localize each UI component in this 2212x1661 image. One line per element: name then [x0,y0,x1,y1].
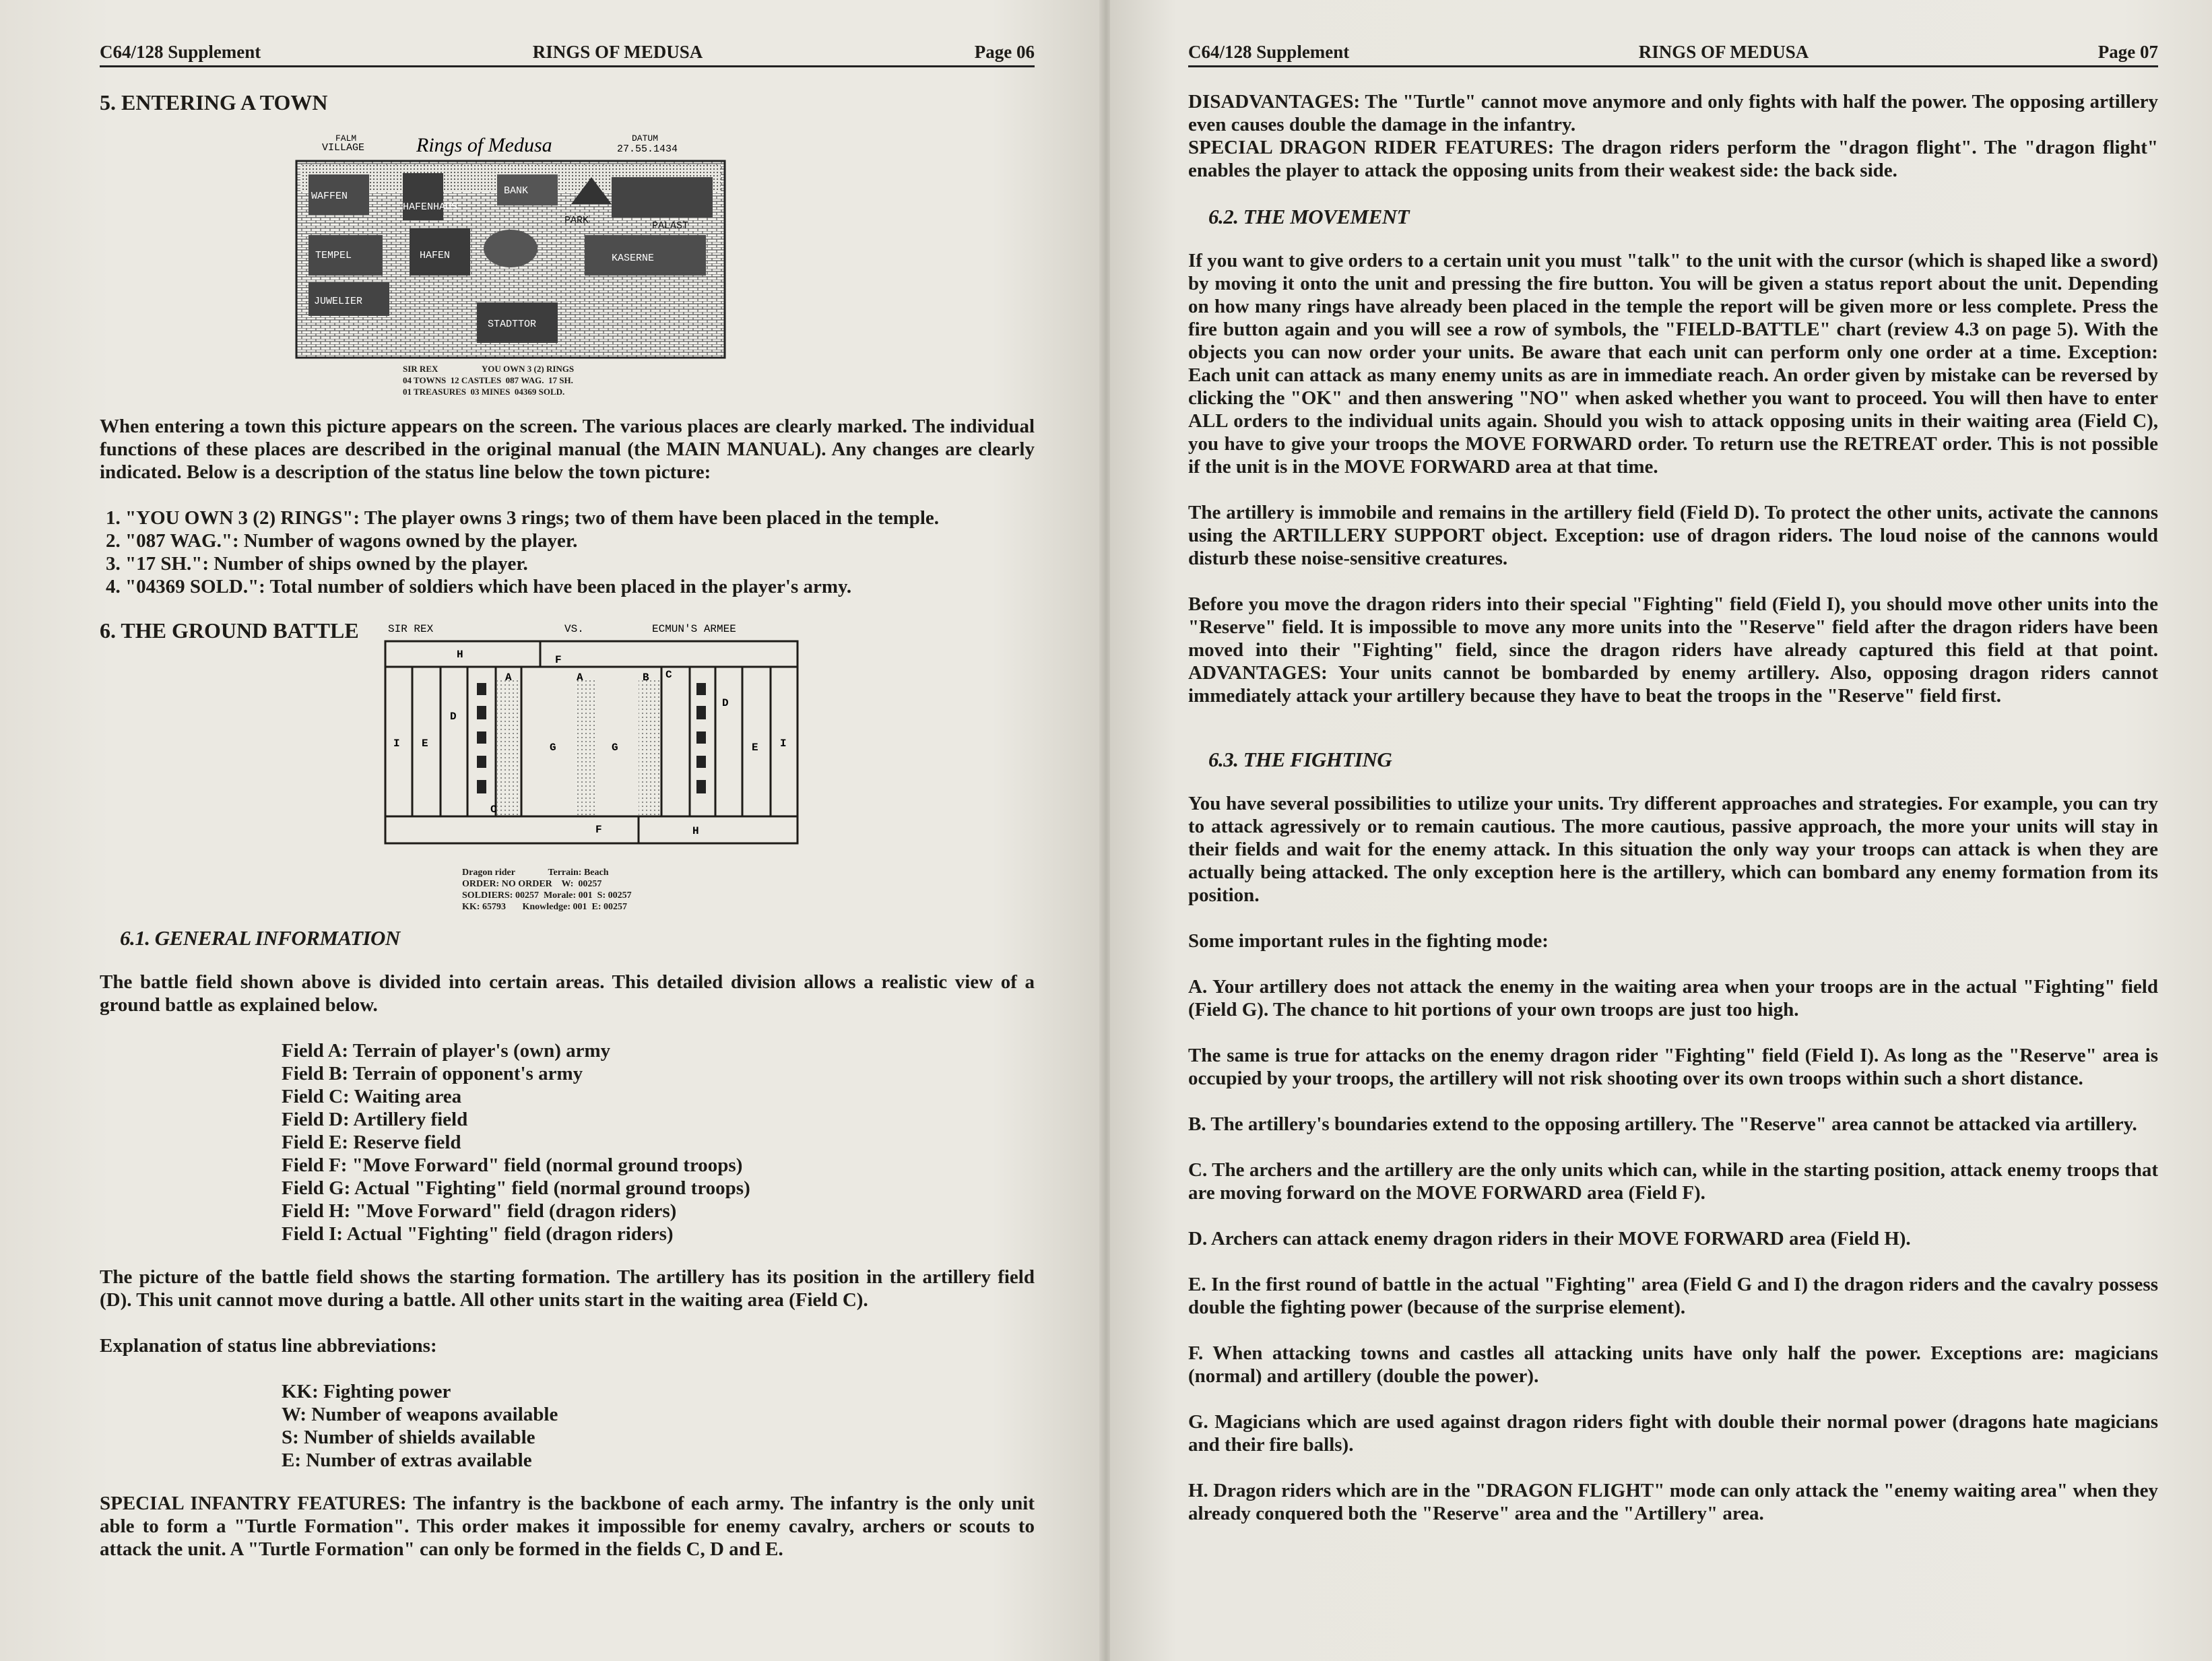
field-label-i-right: I [780,738,787,750]
header-center: RINGS OF MEDUSA [1638,42,1809,62]
place-label: BANK [504,185,529,197]
field-label-c-bottom: C [490,804,497,816]
field-label-a-1: A [505,672,512,684]
subsection-6-1-title: 6.1. GENERAL INFORMATION [120,926,400,950]
spacer [1188,730,2158,748]
status-item: 1. "YOU OWN 3 (2) RINGS": The player owns 3 rings; two of them have been placed in the temple. [125,507,1035,529]
unit-icon [477,706,486,719]
field-label-c-top: C [665,669,672,681]
fighting-rule: H. Dragon riders which are in the "DRAGON FLIGHT" mode can only attack the "enemy waiting area" when they already conquered both the "Reserve" area and the "Artillery" area. [1188,1480,2158,1524]
battle-top-left: SIR REX [388,623,434,635]
building-palast [612,177,713,218]
subsection-6-3-title: 6.3. THE FIGHTING [1208,748,1392,771]
battle-status-caption [462,867,800,913]
building-dome [484,230,538,267]
header-left: C64/128 Supplement [1188,42,1350,62]
field-definition: Field G: Actual "Fighting" field (normal ground troops) [282,1177,750,1199]
field-label-d-right: D [722,697,729,709]
unit-icon [696,731,706,744]
abbreviation-list [282,1380,1035,1472]
status-line-3: 01 TREASURES 03 MINES 04369 SOLD. [403,387,565,397]
dragon-rider-features: SPECIAL DRAGON RIDER FEATURES: The dragon riders perform the "dragon flight". The "dragon flight" enables the player to attack the opposing units from their weakest side: the back side. [1188,137,2158,181]
section-6-title: 6. THE GROUND BATTLE [100,618,359,643]
place-label: PALAST [652,220,689,232]
town-status-line [403,363,726,397]
caption-kk: KK: 65793 Knowledge: 001 E: 00257 [462,902,627,912]
fighting-rule: The same is true for attacks on the enemy dragon rider "Fighting" field (Field I). As long as the "Reserve" area is occupied by your troops, the artillery will not risk shooting over its own troops within such a short distance. [1188,1045,2158,1089]
status-item: 2. "087 WAG.": Number of wagons owned by the player. [125,529,1035,552]
status-player: SIR REX [403,364,438,374]
town-intro: When entering a town this picture appears on the screen. The various places are clearly marked. The individual functions of these places are described in the original manual (the MAIN MANUAL). Any changes are clearly indicated. Below is a description of the status line below the town picture: [100,416,1035,483]
status-line-2: 04 TOWNS 12 CASTLES 087 WAG. 17 SH. [403,375,573,385]
caption-soldiers: SOLDIERS: 00257 Morale: 001 S: 00257 [462,890,632,901]
field-definitions [282,1039,1035,1245]
status-item: 3. "17 SH.": Number of ships owned by the player. [125,552,1035,575]
field-definition: Field C: Waiting area [282,1086,462,1107]
section-5-title: 5. ENTERING A TOWN [100,90,328,115]
abbreviation: KK: Fighting power [282,1381,451,1402]
infantry-features: SPECIAL INFANTRY FEATURES: The infantry is the backbone of each army. The infantry is the only unit able to form a "Turtle Formation". This order makes it impossible for enemy cavalry, archers or scouts to attack the unit. A "Turtle Formation" can only be formed in the fields C, D and E. [100,1493,1035,1560]
field-label-g-2: G [612,742,618,754]
rules-title: Some important rules in the fighting mode: [1188,930,1549,952]
caption-terrain: Terrain: Beach [548,868,609,878]
battle-top-mid: VS. [564,623,584,635]
abbreviation: E: Number of extras available [282,1450,532,1471]
field-definition: Field D: Artillery field [282,1109,468,1130]
battle-field-intro: The battle field shown above is divided into certain areas. This detailed division allows a realistic view of a ground battle as explained below. [100,971,1035,1016]
header-right: Page 07 [2097,42,2158,62]
field-a-own-terrain [497,679,520,815]
field-label-a-2: A [577,672,583,684]
left-running-head [100,42,1035,67]
field-label-f-top: F [555,654,562,666]
unit-icon [477,756,486,768]
unit-icon [696,780,706,793]
field-label-i-left: I [393,738,400,750]
ground-battle-block [100,618,1035,913]
header-center: RINGS OF MEDUSA [532,42,703,62]
field-definition: Field B: Terrain of opponent's army [282,1063,583,1084]
abbreviation: S: Number of shields available [282,1427,535,1448]
status-explanations [100,507,1035,598]
place-label: HAFEN [420,250,451,261]
place-label: PARK [564,215,589,226]
movement-paragraph: Before you move the dragon riders into their special "Fighting" field (Field I), you should move other units into the "Reserve" field. It is impossible to move any more units into the "Reserve" field after the dragon riders have been moved into their "Fighting" field, since the dragon riders have already captured this field at that point. ADVANTAGES: Your units cannot be bombarded by enemy artillery. Also, opposing dragon riders cannot immediately attack your artillery because they have to beat the troops in the "Reserve" field first. [1188,593,2158,707]
movement-paragraph: If you want to give orders to a certain unit you must "talk" to the unit with the cursor (which is shaped like a sword) by moving it onto the unit and pressing the fire button. You will be given a status report about the unit. Depending on how many rings have already been placed in the temple the report will be given more or less complete. Press the fire button again and you will see a row of symbols, the "FIELD-BATTLE" chart (review 4.3 on page 5). With the objects you can now order your units. Be aware that each unit can perform only one order at a time. Exception: Each unit can attack as many enemy units as are in immediate reach. An order given by mistake can be reversed by clicking the "OK" and then answering "NO" when asked whether you want to proceed. You will then have to enter ALL orders to the individual units again. Should you wish to attack opposing units in their waiting area (Field C), you have to give your troops the MOVE FORWARD order. To return use the RETREAT order. This is not possible if the unit is in the MOVE FORWARD area at that time. [1188,250,2158,478]
fighting-rule: G. Magicians which are used against dragon riders fight with double their normal power (dragons hate magicians and their fire balls). [1188,1411,2158,1456]
starting-formation-text: The picture of the battle field shows the starting formation. The artillery has its position in the artillery field (D). This unit cannot move during a battle. All other units start in the waiting area (Field C). [100,1266,1035,1311]
unit-icon [696,756,706,768]
status-item: 4. "04369 SOLD.": Total number of soldiers which have been placed in the player's army. [125,575,1035,598]
field-label-b: B [643,672,649,684]
field-definition: Field A: Terrain of player's (own) army [282,1040,611,1062]
abbreviations-title: Explanation of status line abbreviations: [100,1335,437,1357]
field-g-center [575,679,595,815]
fighting-intro: You have several possibilities to utilize your units. Try different approaches and strategies. For example, you can try to attack agressively or to remain cautious. The more cautious, passive approach, the more your units will stay in their fields and wait for the enemy attack. In this situation the only way your troops can attack is when they are actually being attacked. The only exception here is the artillery, which can bombard any enemy formation from its position. [1188,793,2158,906]
town-game-title: Rings of Medusa [416,134,552,156]
status-rings: YOU OWN 3 (2) RINGS [481,364,575,374]
place-label: JUWELIER [314,296,363,307]
battle-field-diagram [383,618,800,861]
place-label: KASERNE [612,253,655,264]
unit-icon [696,706,706,719]
town-top-left-1: FALM [335,134,357,143]
left-page [0,0,1102,1661]
fighting-rule: E. In the first round of battle in the actual "Fighting" area (Field G and I) the dragon riders and the cavalry possess double the fighting power (because of the surprise element). [1188,1274,2158,1318]
town-date-value: 27.55.1434 [617,143,678,155]
place-label: TEMPEL [315,250,352,261]
caption-unit: Dragon rider [462,868,515,878]
place-label: STADTTOR [488,319,537,330]
unit-icon [477,780,486,793]
town-screenshot [295,134,726,363]
fighting-rule: A. Your artillery does not attack the enemy in the waiting area when your troops are in the actual "Fighting" field (Field G). The chance to hit portions of your own troops are just too high. [1188,976,2158,1020]
field-label-h-bottom: H [692,825,699,837]
town-top-left-2: VILLAGE [322,142,365,154]
fighting-rule: C. The archers and the artillery are the only units which can, while in the starting position, attack enemy troops that are moving forward on the MOVE FORWARD area (Field F). [1188,1159,2158,1204]
subsection-6-2-title: 6.2. THE MOVEMENT [1208,205,1410,228]
caption-order: ORDER: NO ORDER W: 00257 [462,879,602,889]
movement-paragraph: The artillery is immobile and remains in the artillery field (Field D). To protect the other units, activate the cannons using the ARTILLERY SUPPORT object. Exception: use of dragon riders. The loud noise of the cannons would disturb these noise-sensitive creatures. [1188,502,2158,569]
unit-icon [477,731,486,744]
unit-icon [477,683,486,695]
fighting-rule: D. Archers can attack enemy dragon riders in their MOVE FORWARD area (Field H). [1188,1228,1911,1249]
battle-top-right: ECMUN'S ARMEE [652,623,736,635]
field-definition: Field I: Actual "Fighting" field (dragon riders) [282,1223,674,1245]
fighting-rule: B. The artillery's boundaries extend to the opposing artillery. The "Reserve" area cannot be attacked via artillery. [1188,1113,2137,1135]
field-label-g-1: G [550,742,556,754]
field-label-d-left: D [450,711,457,723]
right-running-head [1188,42,2158,67]
field-label-f-bottom: F [595,824,602,836]
town-screenshot-figure [295,134,726,397]
field-definition: Field F: "Move Forward" field (normal ground troops) [282,1154,743,1176]
place-label: HAFENHAUS [403,201,458,213]
place-label: WAFFEN [311,191,348,202]
building-hafenhaus [403,173,443,220]
abbreviation: W: Number of weapons available [282,1404,558,1425]
field-definition: Field E: Reserve field [282,1132,461,1153]
header-right: Page 06 [974,42,1035,62]
fighting-rule: F. When attacking towns and castles all attacking units have only half the power. Exceptions are: magicians (normal) and artillery (double the power). [1188,1342,2158,1387]
turtle-disadvantages: DISADVANTAGES: The "Turtle" cannot move anymore and only fights with half the power. The opposing artillery even causes double the damage in the infantry. [1188,91,2158,135]
header-left: C64/128 Supplement [100,42,261,62]
battle-field-figure [383,618,800,913]
unit-icon [696,683,706,695]
field-label-e-left: E [422,738,428,750]
field-b-enemy-terrain [639,679,660,815]
field-label-e-right: E [752,742,758,754]
town-date-label: DATUM [632,134,659,143]
right-page [1110,0,2212,1661]
field-definition: Field H: "Move Forward" field (dragon riders) [282,1200,677,1222]
field-label-h-top: H [457,649,463,661]
